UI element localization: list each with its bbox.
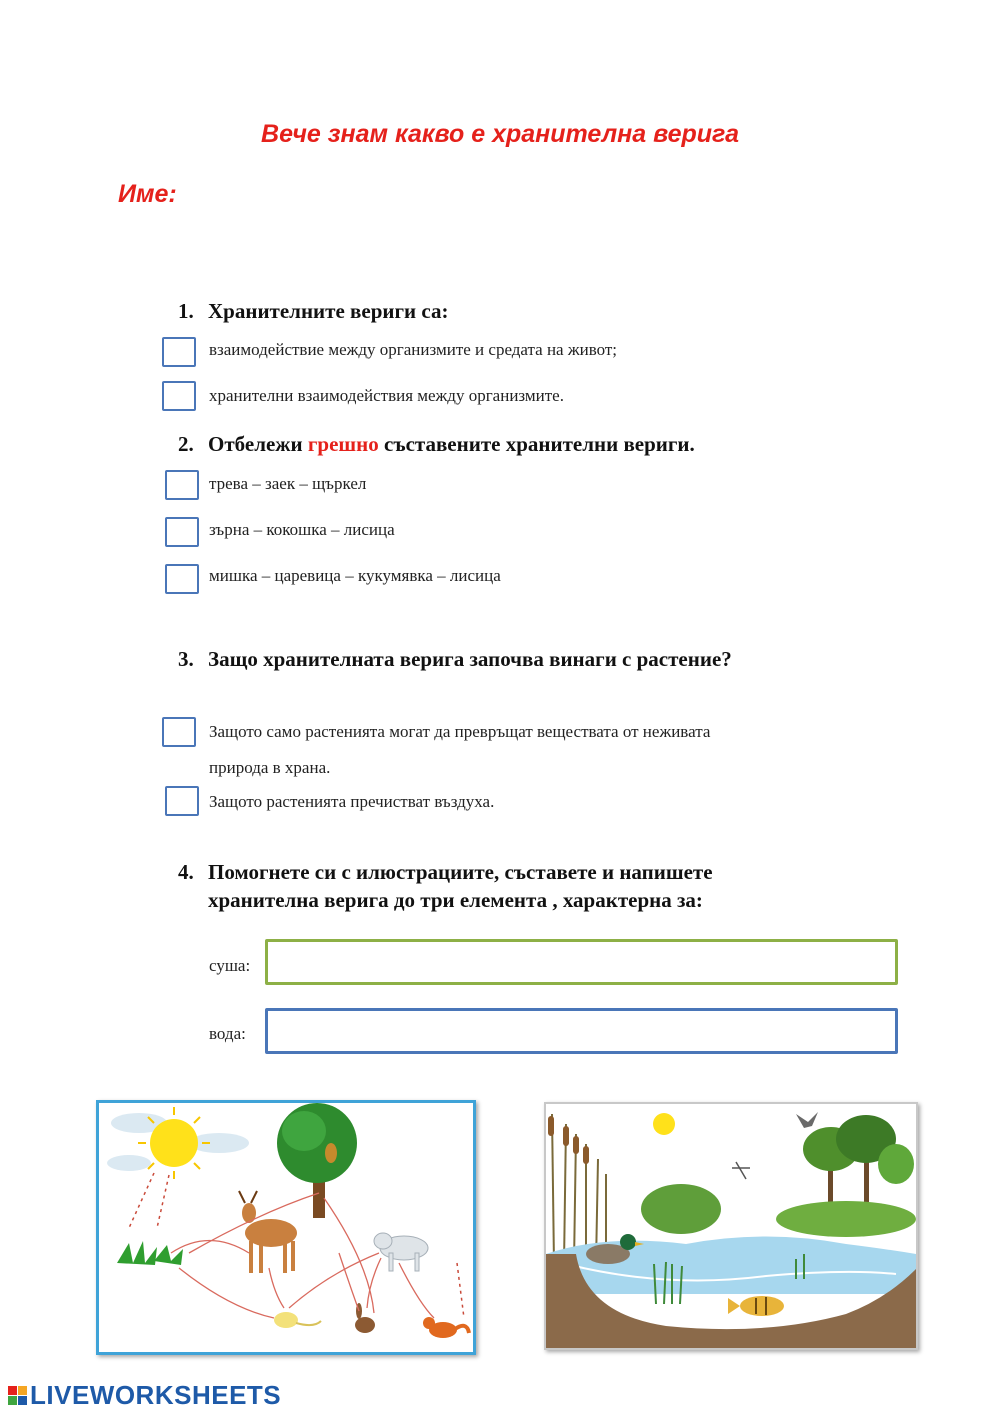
question-2-text-before: Отбележи — [208, 432, 308, 456]
question-1 — [178, 297, 448, 325]
q2-option-3-label: мишка – царевица – кукумявка – лисица — [209, 566, 501, 585]
q3-option-2-checkbox[interactable] — [165, 786, 199, 816]
land-food-web-illustration — [96, 1100, 476, 1355]
water-label: вода: — [209, 1024, 246, 1043]
liveworksheets-logo — [8, 1380, 281, 1411]
name-label: Име: — [118, 180, 177, 208]
land-food-web-drawing — [99, 1103, 473, 1352]
tree-icon — [277, 1103, 357, 1218]
pond-drawing — [546, 1104, 916, 1348]
question-2-text-after: съставените хранителни вериги. — [378, 432, 695, 456]
q3-option-1-label-line-1: Защото само растенията могат да превръщат веществата от неживата — [209, 722, 711, 741]
wolf-icon — [374, 1233, 428, 1271]
question-3-number: 3. — [178, 647, 194, 671]
question-2-text-red: грешно — [307, 432, 379, 456]
bush-icon — [641, 1184, 721, 1234]
q1-option-1-checkbox[interactable] — [162, 337, 196, 367]
q2-option-2-label: зърна – кокошка – лисица — [209, 520, 395, 539]
fox-icon — [423, 1317, 469, 1338]
pond-ecosystem-illustration — [544, 1102, 918, 1350]
land-label: суша: — [209, 956, 251, 975]
grass-icon — [117, 1241, 183, 1265]
land-food-chain-input[interactable] — [265, 939, 898, 985]
question-4-line-1: Помогнете си с илюстрациите, съставете и напишете — [208, 860, 713, 884]
q2-option-3-checkbox[interactable] — [165, 564, 199, 594]
q2-option-1-label: трева – заек – щъркел — [209, 474, 367, 493]
question-2 — [178, 430, 695, 458]
q1-option-1-label: взаимодействие между организмите и средата на живот; — [209, 340, 618, 359]
sun-icon — [653, 1113, 675, 1135]
q2-option-1-checkbox[interactable] — [165, 470, 199, 500]
q3-option-1-label-line-2: природа в храна. — [209, 758, 331, 777]
q3-option-2-label: Защото растенията пречистват въздуха. — [209, 792, 495, 811]
q3-option-1-checkbox[interactable] — [162, 717, 196, 747]
question-4 — [178, 858, 713, 914]
logo-text: LIVEWORKSHEETS — [30, 1380, 282, 1410]
worksheet-title: Вече знам какво е хранителна верига — [261, 120, 739, 148]
logo-mark-icon — [8, 1386, 27, 1405]
question-1-number: 1. — [178, 299, 194, 323]
q2-option-2-checkbox[interactable] — [165, 517, 199, 547]
q1-option-2-label: хранителни взаимодействия между организмите. — [209, 386, 564, 405]
question-1-text: Хранителните вериги са: — [208, 299, 449, 323]
question-3-text: Защо хранителната верига започва винаги с растение? — [208, 647, 732, 671]
q1-option-2-checkbox[interactable] — [162, 381, 196, 411]
water-food-chain-input[interactable] — [265, 1008, 898, 1054]
question-3 — [178, 645, 732, 673]
deer-icon — [239, 1191, 297, 1273]
question-2-number: 2. — [178, 432, 194, 456]
mouse-icon — [274, 1312, 321, 1328]
question-4-line-2: хранителна верига до три елемента , характерна за: — [208, 888, 703, 912]
question-4-number: 4. — [178, 860, 194, 884]
